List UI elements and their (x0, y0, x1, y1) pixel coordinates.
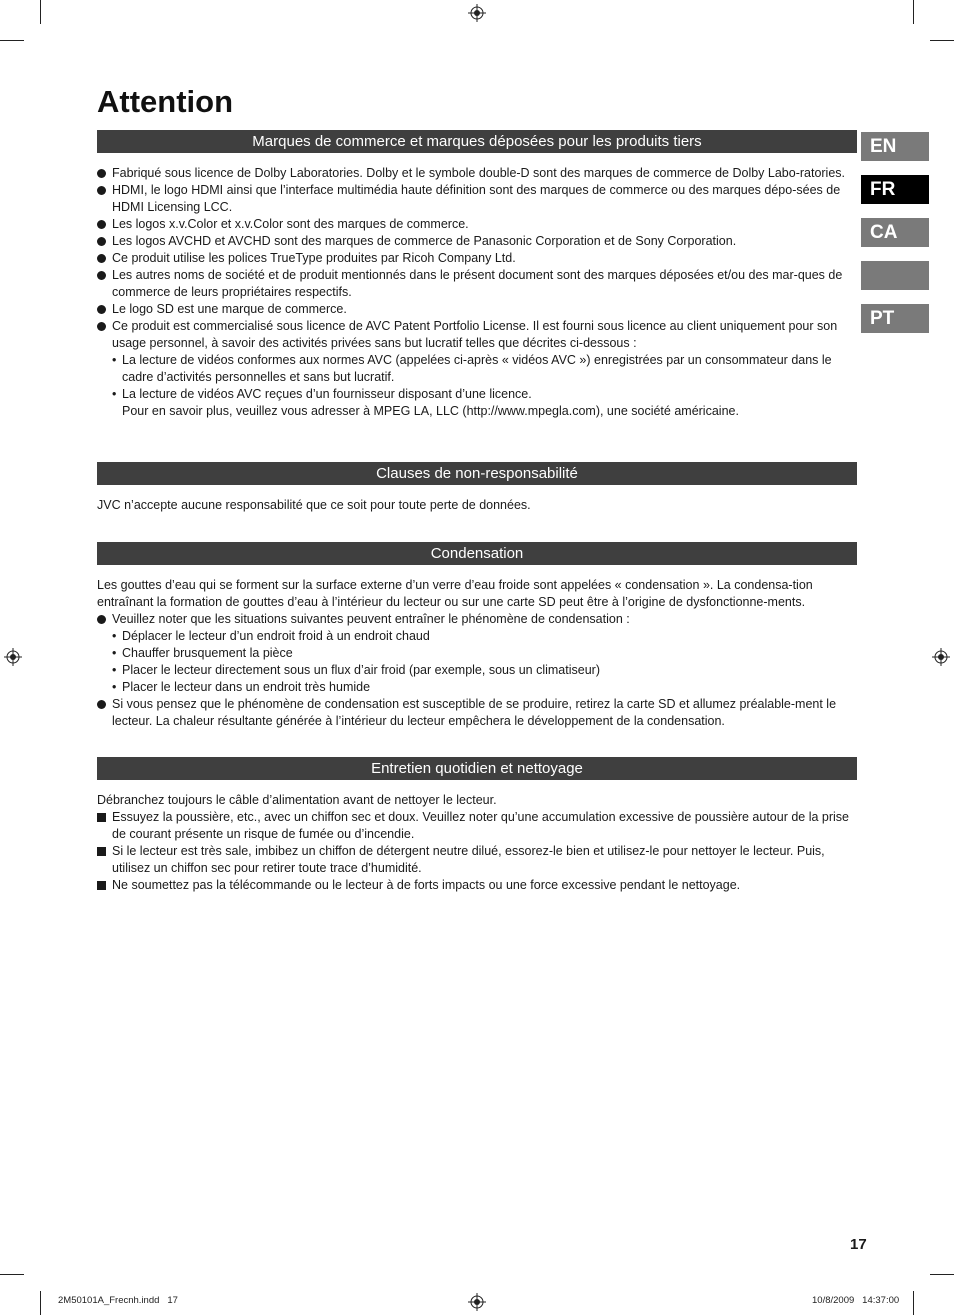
maintenance-section (97, 757, 857, 894)
maintenance-intro: Débranchez toujours le câble d’alimentation avant de nettoyer le lecteur. (97, 793, 497, 807)
lang-tab-pt[interactable]: PT (861, 304, 929, 333)
condensation-intro: Les gouttes d’eau qui se forment sur la surface externe d’un verre d’eau froide sont appelées « condensation ». La condensa-tion entraînant la formation de gouttes d’eau à l’intérieur du lecteur ou sur une carte SD peut être à l’origine de dysfonctionne-ments. (97, 578, 813, 609)
disclaimer-heading: Clauses de non-responsabilité (97, 462, 857, 485)
maintenance-list (97, 809, 857, 894)
crop-mark (40, 1291, 41, 1315)
registration-mark-icon (932, 648, 950, 666)
mpeg-la-note: Pour en savoir plus, veuillez vous adresser à MPEG LA, LLC (http://www.mpegla.com), une société américaine. (122, 404, 739, 418)
registration-mark-icon (4, 648, 22, 666)
disclaimer-section (97, 462, 857, 514)
disclaimer-text: JVC n’accepte aucune responsabilité que ce soit pour toute perte de données. (97, 498, 531, 512)
condensation-list (97, 611, 857, 628)
trademarks-list (97, 165, 857, 352)
sub-list-item: • Placer le lecteur directement sous un flux d’air froid (par exemple, sous un climatiseur) (97, 662, 857, 679)
list-item: Les logos AVCHD et AVCHD sont des marques de commerce de Panasonic Corporation et de Sony Corporation. (97, 233, 857, 250)
list-item: HDMI, le logo HDMI ainsi que l’interface multimédia haute définition sont des marques de commerce ou des marques dépo-sées de HDMI Licensing LCC. (97, 182, 857, 216)
condensation-list-2 (97, 696, 857, 730)
sub-list-item: • La lecture de vidéos conformes aux normes AVC (appelées ci-après « vidéos AVC ») enregistrées par un consommateur dans le cadre d’activités personnelles et sans but lucratif. (97, 352, 857, 386)
list-item: Fabriqué sous licence de Dolby Laboratories. Dolby et le symbole double-D sont des marques de commerce de Dolby Labo-ratories. (97, 165, 857, 182)
list-item: Ce produit est commercialisé sous licence de AVC Patent Portfolio License. Il est fourni sous licence au client uniquement pour son usage personnel, à savoir des activités privées sans but lucratif telles que décrites ci-dessous : (97, 318, 857, 352)
crop-mark (913, 1291, 914, 1315)
sub-list-item: • La lecture de vidéos AVC reçues d’un fournisseur disposant d’une licence. (97, 386, 857, 403)
sub-list-item: • Placer le lecteur dans un endroit très humide (97, 679, 857, 696)
condensation-heading: Condensation (97, 542, 857, 565)
list-item: Le logo SD est une marque de commerce. (97, 301, 857, 318)
crop-mark (0, 1274, 24, 1275)
lang-tab-blank[interactable] (861, 261, 929, 290)
list-item: Les autres noms de société et de produit mentionnés dans le présent document sont des marques déposées et/ou des mar-ques de commerce de leurs propriétaires respectifs. (97, 267, 857, 301)
lang-tab-ca[interactable]: CA (861, 218, 929, 247)
sub-list-item: • Déplacer le lecteur d’un endroit froid à un endroit chaud (97, 628, 857, 645)
registration-mark-icon (468, 1293, 486, 1311)
condensation-section (97, 542, 857, 730)
footer-date-slug: 10/8/2009 14:37:00 (812, 1295, 900, 1306)
sub-list-item: • Chauffer brusquement la pièce (97, 645, 857, 662)
crop-mark (0, 40, 24, 41)
lang-tab-fr[interactable]: FR (861, 175, 929, 204)
list-item: Ce produit utilise les polices TrueType produites par Ricoh Company Ltd. (97, 250, 857, 267)
list-item: Si vous pensez que le phénomène de condensation est susceptible de se produire, retirez la carte SD et allumez préalable-ment le lecteur. La chaleur résultante générée à l’intérieur du lecteur empêchera le développement de la condensation. (97, 696, 857, 730)
crop-mark (930, 40, 954, 41)
lang-tab-en[interactable]: EN (861, 132, 929, 161)
list-item: Si le lecteur est très sale, imbibez un chiffon de détergent neutre dilué, essorez-le bien et utilisez-le pour nettoyer le lecteur. Puis, utilisez un chiffon sec pour retirer toute trace d’humidité. (97, 843, 857, 877)
registration-mark-icon (468, 4, 486, 22)
trademarks-section (97, 130, 857, 420)
page-number: 17 (850, 1236, 867, 1253)
list-item: Ne soumettez pas la télécommande ou le lecteur à de forts impacts ou une force excessive pendant le nettoyage. (97, 877, 857, 894)
maintenance-heading: Entretien quotidien et nettoyage (97, 757, 857, 780)
list-item: Essuyez la poussière, etc., avec un chiffon sec et doux. Veuillez noter qu’une accumulation excessive de poussière autour de la prise de courant présente un risque de fumée ou d’incendie. (97, 809, 857, 843)
crop-mark (913, 0, 914, 24)
list-item: Veuillez noter que les situations suivantes peuvent entraîner le phénomène de condensation : (97, 611, 857, 628)
crop-mark (40, 0, 41, 24)
avc-sublist (97, 352, 857, 420)
page-title: Attention (97, 84, 234, 119)
trademarks-heading: Marques de commerce et marques déposées pour les produits tiers (97, 130, 857, 153)
crop-mark (930, 1274, 954, 1275)
list-item: Les logos x.v.Color et x.v.Color sont des marques de commerce. (97, 216, 857, 233)
condensation-sublist (97, 628, 857, 696)
footer-file-slug: 2M50101A_Frecnh.indd 17 (58, 1295, 178, 1306)
